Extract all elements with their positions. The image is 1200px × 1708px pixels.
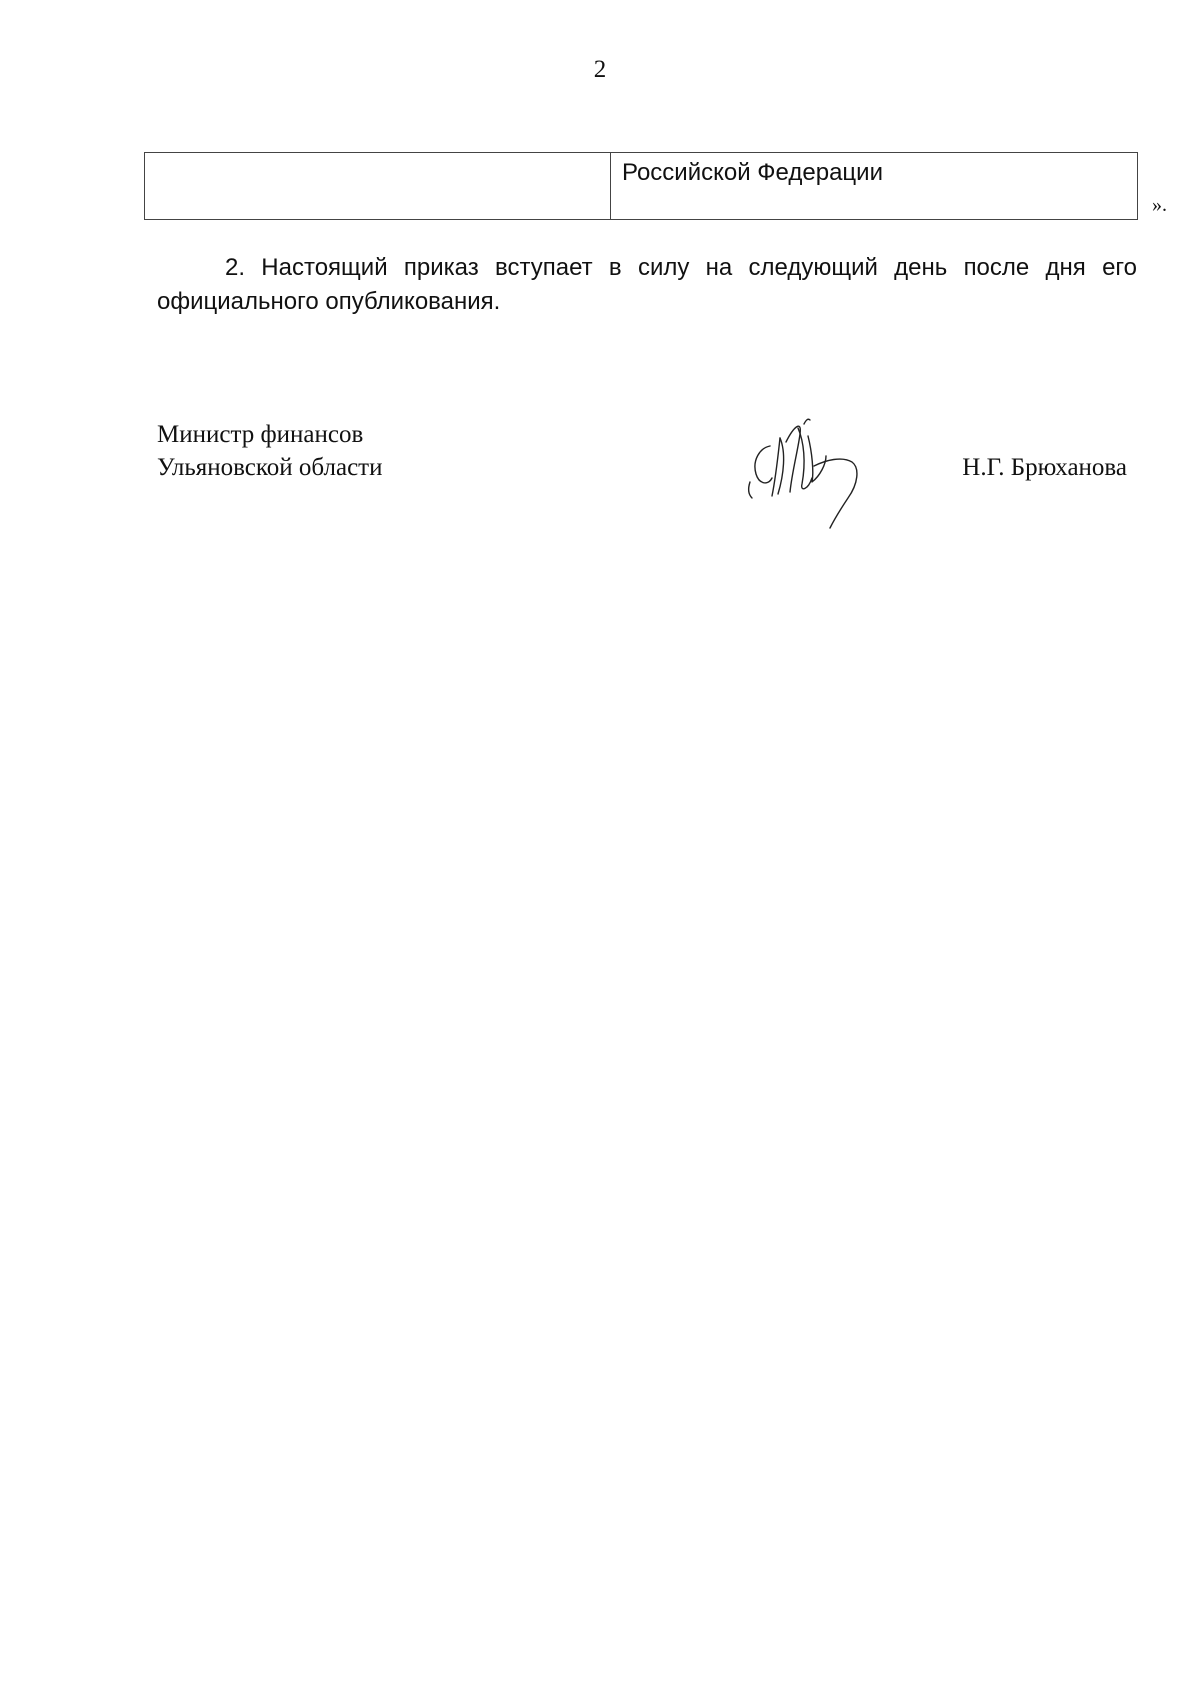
signer-position-line-1: Министр финансов bbox=[157, 421, 364, 448]
signer-position bbox=[157, 418, 382, 484]
page-number: 2 bbox=[593, 56, 607, 83]
continued-table-grid bbox=[144, 152, 1138, 220]
paragraph-2: 2. Настоящий приказ вступает в силу на следующий день после дня его официального опубликования. bbox=[157, 254, 1137, 315]
signature-block bbox=[157, 418, 1127, 558]
handwritten-signature-icon bbox=[742, 412, 872, 536]
table-cell-left bbox=[145, 153, 611, 220]
closing-quote: ». bbox=[1152, 194, 1167, 216]
continued-table bbox=[144, 152, 1138, 220]
signer-name: Н.Г. Брюханова bbox=[962, 454, 1127, 481]
table-cell-right: Российской Федерации bbox=[611, 153, 1138, 220]
table-row bbox=[145, 153, 1138, 220]
signer-position-line-2: Ульяновской области bbox=[157, 454, 383, 481]
